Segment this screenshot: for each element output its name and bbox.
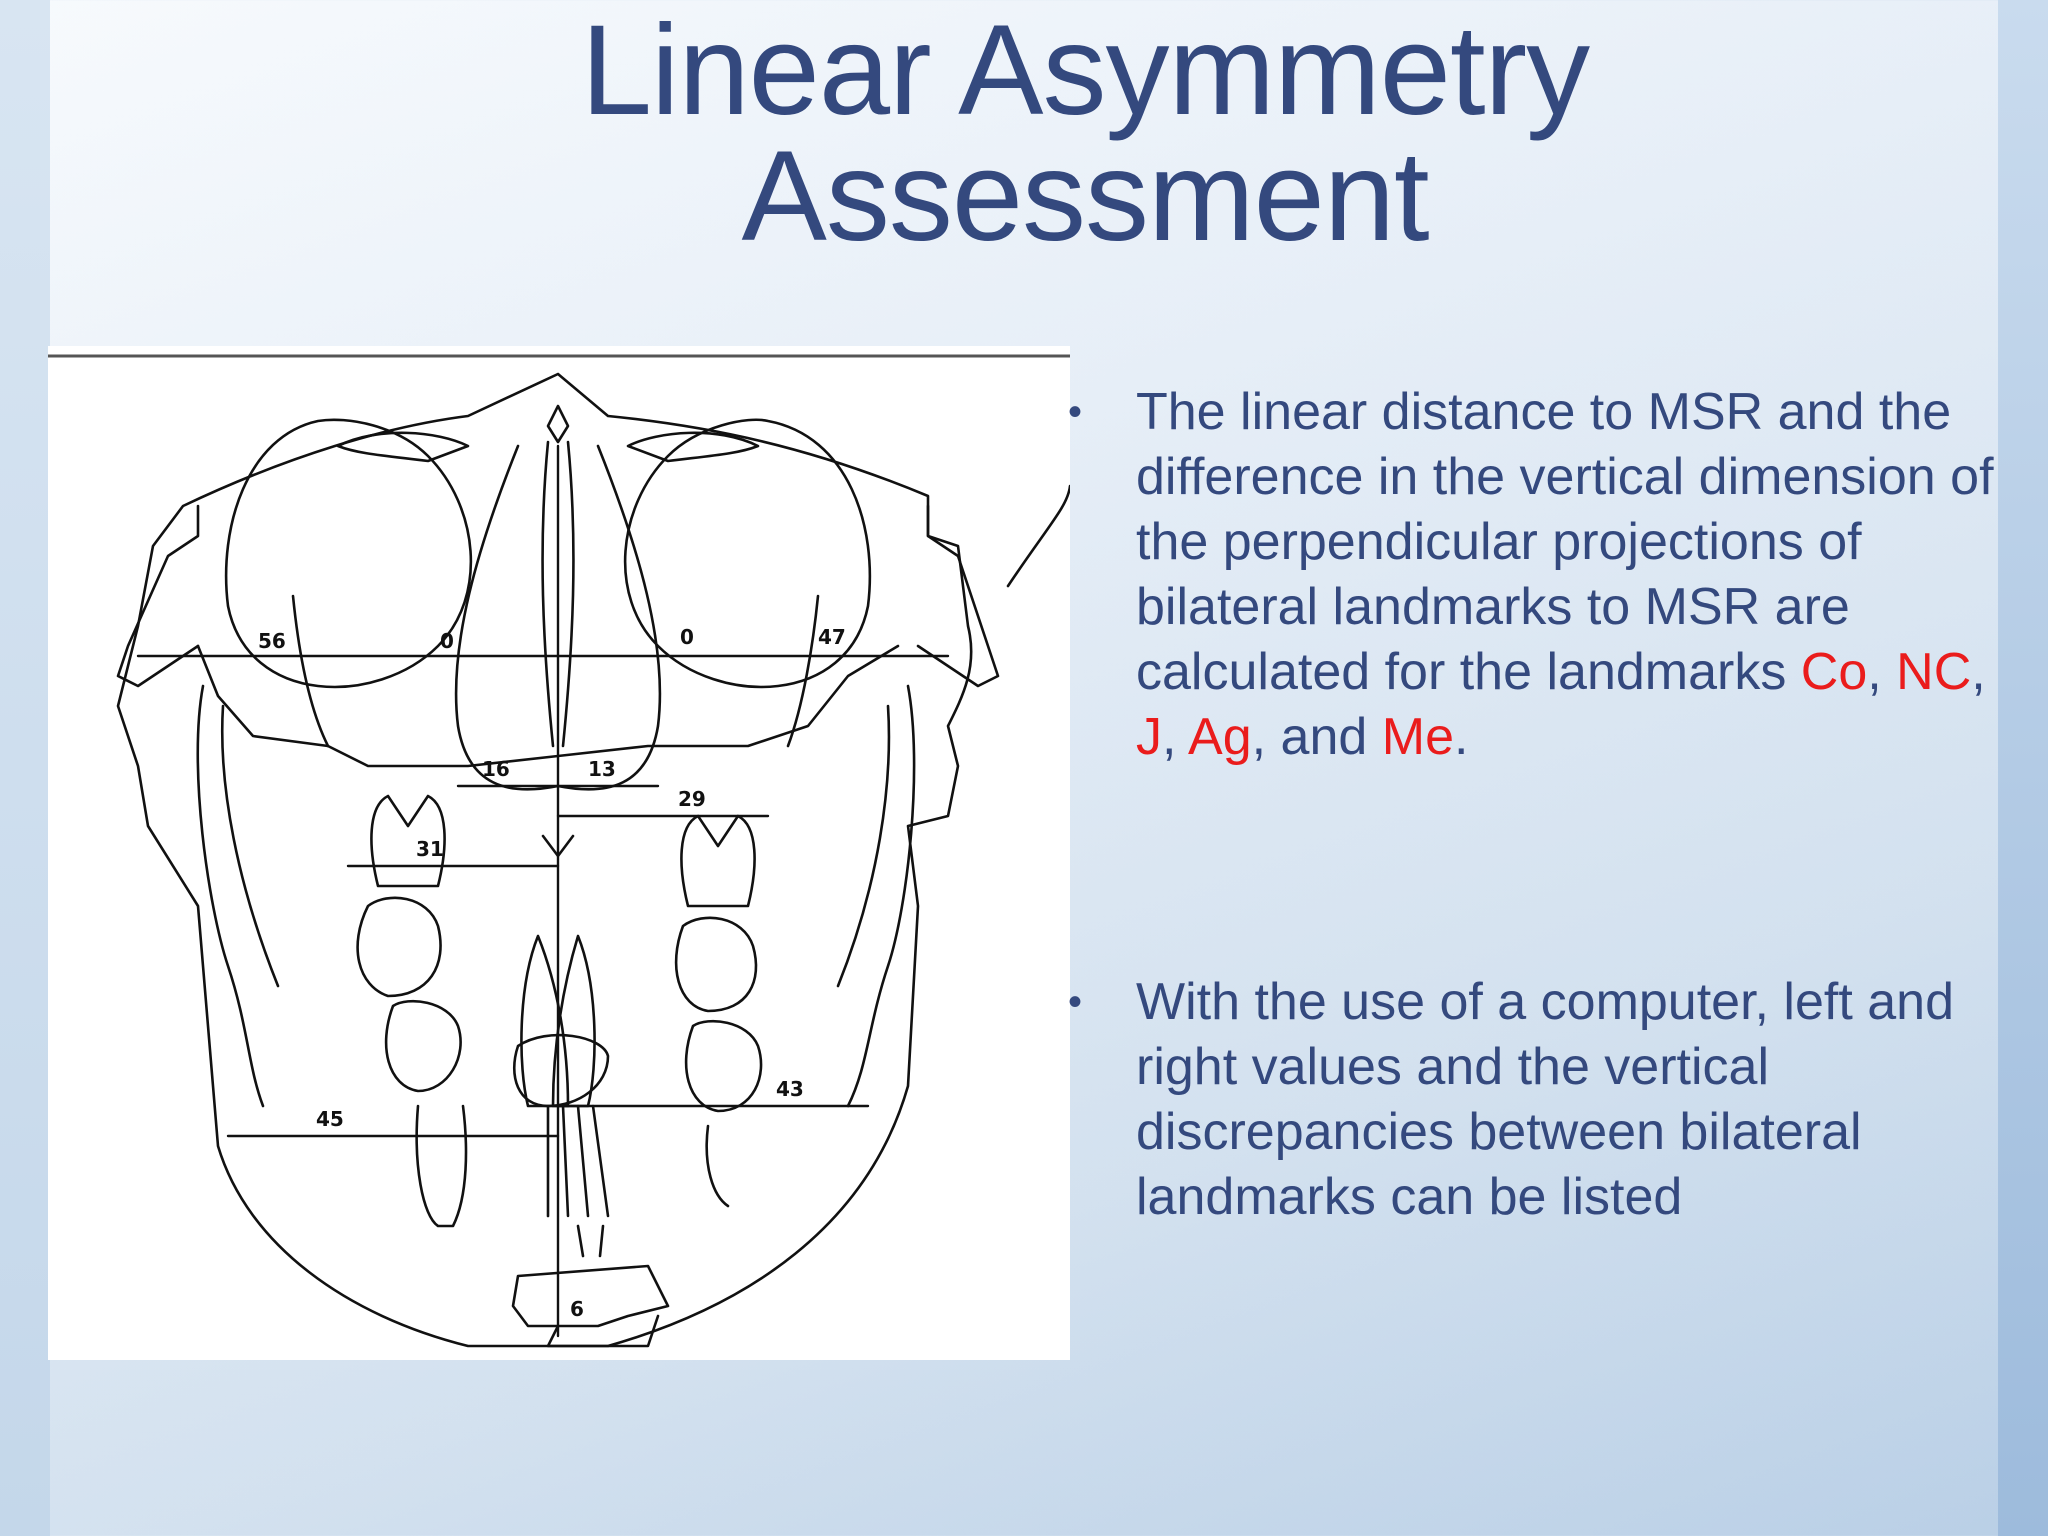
nasal-septum [548, 406, 568, 442]
title-line-2: Assessment [741, 125, 1429, 268]
right-ramus-line-2 [838, 706, 889, 986]
left-premolar-1 [358, 898, 441, 996]
landmark-co: Co [1800, 643, 1868, 701]
cranium-outline [118, 374, 971, 1346]
right-ramus-line [848, 686, 914, 1106]
slide-title [0, 0, 2048, 268]
left-lower-tooth [417, 1106, 466, 1226]
right-zygoma [918, 506, 998, 686]
right-lower-tooth [707, 1126, 728, 1206]
label-0-right: 0 [680, 625, 694, 649]
bullet-marker-1: • [1068, 390, 1083, 434]
chin-outline [513, 1266, 668, 1326]
septum-line-l [543, 442, 553, 746]
label-45: 45 [316, 1107, 344, 1131]
right-premolar-1 [676, 918, 756, 1011]
left-ramus-line [198, 686, 263, 1106]
upper-incisor-l [521, 936, 568, 1106]
chin-outline-2 [548, 1316, 658, 1346]
maxilla-inner-r [788, 596, 818, 746]
left-premolar-2 [386, 1001, 460, 1091]
right-ear-outline [1008, 486, 1070, 586]
bullet-1-text: The linear distance to MSR and the difference in the vertical dimension of the perpendicular projections of bilateral landmarks to MSR are calculated for the landmarks [1136, 383, 1994, 701]
left-ramus-line-2 [222, 706, 278, 986]
landmark-j: J [1136, 708, 1162, 766]
right-premolar-2 [686, 1021, 761, 1111]
bullet-item-1 [1068, 380, 2028, 770]
sep-1: , [1867, 643, 1897, 701]
landmark-me: Me [1381, 708, 1454, 766]
right-upper-molar [681, 816, 754, 906]
bullet-1-end: . [1454, 708, 1469, 766]
bullet-2-text: With the use of a computer, left and right values and the vertical discrepancies between bilateral landmarks can be listed [1136, 973, 1955, 1226]
label-29: 29 [678, 787, 706, 811]
symphysis-marks [578, 1226, 603, 1256]
bullet-marker-2: • [1068, 980, 1083, 1024]
landmark-ag: Ag [1188, 708, 1252, 766]
sep-3: , [1162, 708, 1189, 766]
label-56: 56 [258, 629, 286, 653]
lower-incisor-r [578, 1106, 608, 1216]
landmark-nc: NC [1896, 643, 1972, 701]
label-13: 13 [588, 757, 616, 781]
septum-line-r [563, 442, 573, 746]
skull-tracing-figure [48, 346, 1070, 1360]
bullet-list [1068, 380, 2028, 1230]
sep-2: , [1971, 643, 1986, 701]
skull-tracing-svg [48, 346, 1070, 1360]
label-31: 31 [416, 837, 444, 861]
label-0-left: 0 [440, 629, 454, 653]
label-6: 6 [570, 1297, 584, 1321]
upper-incisor-r [553, 936, 595, 1106]
title-line-1: Linear Asymmetry [580, 0, 1590, 142]
label-16: 16 [482, 757, 510, 781]
sep-and: , and [1251, 708, 1382, 766]
label-43: 43 [776, 1077, 804, 1101]
bullet-item-2 [1068, 970, 2028, 1230]
label-47: 47 [818, 625, 846, 649]
maxilla-inner-l [293, 596, 328, 746]
